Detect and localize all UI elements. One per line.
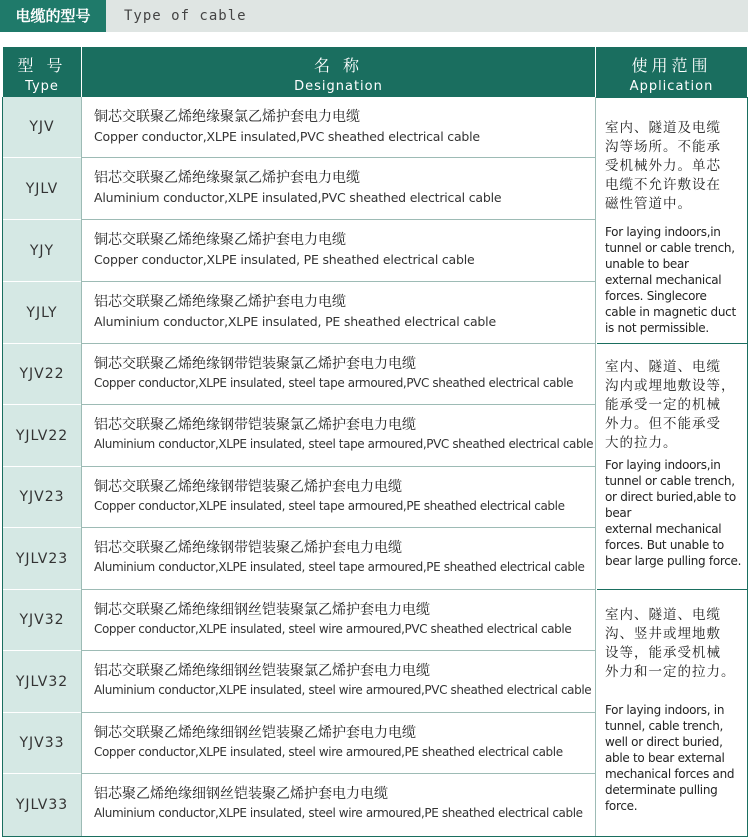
type-code: YJLV22 xyxy=(15,428,69,444)
application-en-line: tunnel, cable trench, xyxy=(605,719,724,733)
designation-cn: 铝芯聚乙烯绝缘细钢丝铠装聚乙烯护套电力电缆 xyxy=(94,786,388,802)
type-code: YJV23 xyxy=(19,489,65,505)
application-cn-line: 能承受一定的机械 xyxy=(605,397,721,413)
type-code: YJV33 xyxy=(19,735,65,751)
header-designation-en: Designation xyxy=(294,79,383,94)
application-cn-line: 室内、隧道及电缆 xyxy=(605,120,721,136)
application-en-line: unable to bear xyxy=(605,257,689,271)
type-code: YJLV32 xyxy=(15,674,69,690)
application-cn-line: 外力。但不能承受 xyxy=(605,416,721,432)
application-cn-line: 沟内或埋地敷设等， xyxy=(605,378,736,394)
application-en-line: For laying indoors, in xyxy=(605,703,725,717)
designation-en: Aluminium conductor,XLPE insulated, steel wire armoured,PE sheathed electrical cable xyxy=(94,806,583,820)
designation-cn: 铝芯交联聚乙烯绝缘钢带铠装聚氯乙烯护套电力电缆 xyxy=(94,417,416,433)
header-application-en: Application xyxy=(629,79,714,94)
application-cn-line: 外力和一定的拉力。 xyxy=(605,664,736,680)
application-en-line: able to bear external xyxy=(605,751,725,765)
designation-cn: 铜芯交联聚乙烯绝缘聚乙烯护套电力电缆 xyxy=(94,232,346,248)
designation-cn: 铝芯交联聚乙烯绝缘聚氯乙烯护套电力电缆 xyxy=(94,170,360,186)
application-cn-line: 室内、隧道、电缆 xyxy=(605,607,721,623)
application-en-line: force. xyxy=(605,799,638,813)
type-code: YJV xyxy=(29,119,55,135)
section-title: 电缆的型号 xyxy=(0,0,106,32)
designation-cn: 铝芯交联聚乙烯绝缘细钢丝铠装聚氯乙烯护套电力电缆 xyxy=(94,663,430,679)
application-cn-line: 设等，能承受机械 xyxy=(605,645,721,661)
application-en-line: For laying indoors,in xyxy=(605,458,721,472)
header-type-en: Type xyxy=(25,79,59,94)
application-en-line: external mechanical xyxy=(605,522,722,536)
type-code: YJY xyxy=(29,243,55,259)
designation-cn: 铝芯交联聚乙烯绝缘钢带铠装聚乙烯护套电力电缆 xyxy=(94,540,402,556)
application-en-line: forces. Singlecore xyxy=(605,289,707,303)
application-en-line: cable in magnetic duct xyxy=(605,305,736,319)
section-banner xyxy=(0,0,748,32)
designation-cn: 铜芯交联聚乙烯绝缘细钢丝铠装聚氯乙烯护套电力电缆 xyxy=(94,602,430,618)
designation-en: Copper conductor,XLPE insulated, steel wire armoured,PVC sheathed electrical cable xyxy=(94,622,572,636)
application-en-line: For laying indoors,in xyxy=(605,225,721,239)
application-en-line: forces. But unable to xyxy=(605,538,724,552)
designation-en: Copper conductor,XLPE insulated, steel tape armoured,PVC sheathed electrical cable xyxy=(94,376,574,390)
designation-en: Aluminium conductor,XLPE insulated,PVC sheathed electrical cable xyxy=(94,190,502,205)
designation-en: Copper conductor,XLPE insulated,PVC sheathed electrical cable xyxy=(94,129,480,144)
header-type-cn: 型 号 xyxy=(17,56,67,75)
designation-en: Aluminium conductor,XLPE insulated, steel tape armoured,PE sheathed electrical cable xyxy=(94,560,585,574)
designation-en: Copper conductor,XLPE insulated, steel tape armoured,PE sheathed electrical cable xyxy=(94,499,565,513)
application-en-line: mechanical forces and xyxy=(605,767,735,781)
application-cn-line: 沟等场所。不能承 xyxy=(605,139,721,155)
application-cn-line: 大的拉力。 xyxy=(605,435,678,451)
designation-en: Aluminium conductor,XLPE insulated, steel tape armoured,PVC sheathed electrical cable xyxy=(94,437,594,451)
application-en-line: tunnel or cable trench, xyxy=(605,474,735,488)
designation-en: Aluminium conductor,XLPE insulated, PE sheathed electrical cable xyxy=(94,314,496,329)
designation-en: Aluminium conductor,XLPE insulated, steel wire armoured,PVC sheathed electrical cable xyxy=(94,683,592,697)
designation-cn: 铜芯交联聚乙烯绝缘细钢丝铠装聚乙烯护套电力电缆 xyxy=(94,725,416,741)
designation-cn: 铜芯交联聚乙烯绝缘钢带铠装聚氯乙烯护套电力电缆 xyxy=(94,356,416,372)
section-subtitle: Type of cable xyxy=(124,8,247,24)
type-code: YJLV23 xyxy=(15,551,69,567)
application-cn-line: 受机械外力。单芯 xyxy=(605,158,721,174)
application-en-line: determinate pulling xyxy=(605,783,718,797)
application-en-line: or direct buried,able to xyxy=(605,490,736,504)
type-code: YJV22 xyxy=(19,366,65,382)
header-application-cn: 使用范围 xyxy=(631,56,712,75)
designation-cn: 铝芯交联聚乙烯绝缘聚乙烯护套电力电缆 xyxy=(94,294,346,310)
application-en-line: bear xyxy=(605,506,632,520)
header-application xyxy=(596,47,747,98)
application-cn-line: 室内、隧道、电缆 xyxy=(605,359,721,375)
designation-en: Copper conductor,XLPE insulated, steel wire armoured,PE sheathed electrical cable xyxy=(94,745,563,759)
application-cn-line: 电缆不允许敷设在 xyxy=(605,177,721,193)
header-type xyxy=(3,47,81,98)
application-cn-line: 磁性管道中。 xyxy=(605,196,692,212)
application-en-line: bear large pulling force. xyxy=(605,554,742,568)
application-en-line: external mechanical xyxy=(605,273,722,287)
designation-en: Copper conductor,XLPE insulated, PE sheathed electrical cable xyxy=(94,252,475,267)
type-code: YJLV xyxy=(25,181,59,197)
table-border xyxy=(2,97,748,837)
header-designation xyxy=(82,47,595,98)
header-designation-cn: 名 称 xyxy=(313,56,364,75)
type-code: YJV32 xyxy=(19,612,65,628)
application-en-line: well or direct buried, xyxy=(605,735,723,749)
designation-cn: 铜芯交联聚乙烯绝缘钢带铠装聚乙烯护套电力电缆 xyxy=(94,479,402,495)
application-cn-line: 沟、竖井或埋地敷 xyxy=(605,626,721,642)
application-en-line: is not permissible. xyxy=(605,321,709,335)
type-code: YJLY xyxy=(26,305,58,321)
application-en-line: tunnel or cable trench, xyxy=(605,241,735,255)
designation-cn: 铜芯交联聚乙烯绝缘聚氯乙烯护套电力电缆 xyxy=(94,109,360,125)
type-code: YJLV33 xyxy=(15,797,69,813)
